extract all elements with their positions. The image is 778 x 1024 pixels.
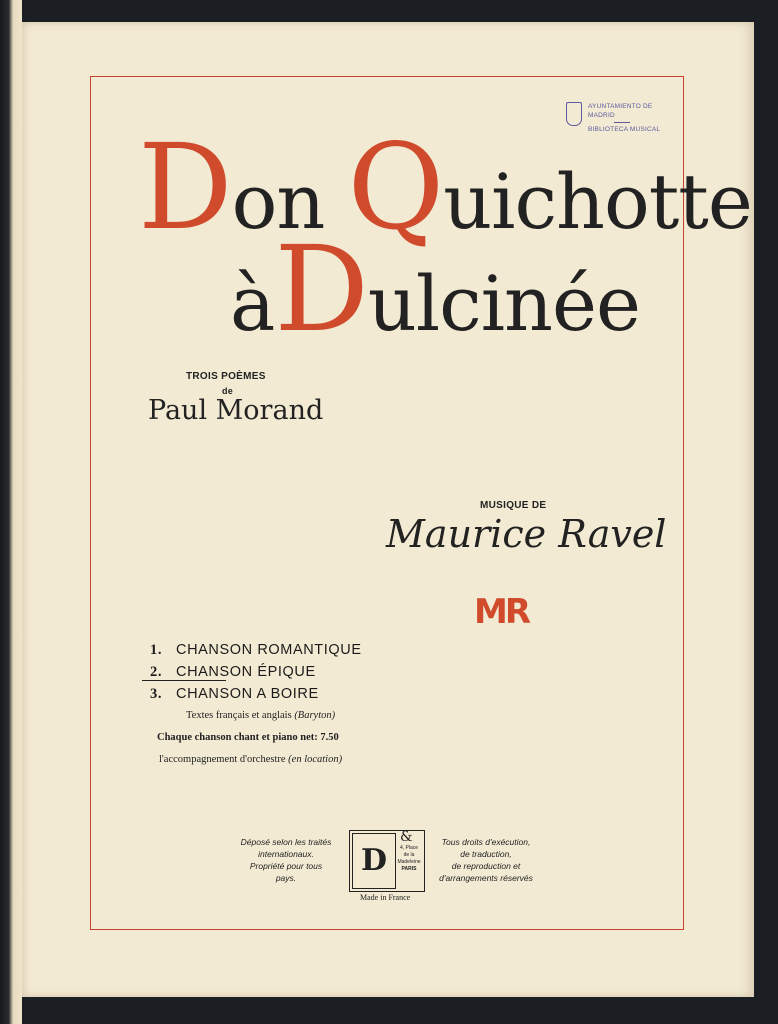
footer-right-line: de reproduction et bbox=[451, 861, 521, 871]
publisher-address bbox=[396, 845, 422, 873]
song-item-1 bbox=[150, 642, 362, 659]
song-number: 3. bbox=[150, 686, 163, 702]
address-line: Madeleine bbox=[397, 859, 421, 865]
accomp-text: l'accompagnement d'orchestre bbox=[159, 754, 286, 765]
accomp-rental: (en location) bbox=[288, 754, 343, 765]
song-item-3 bbox=[150, 686, 319, 703]
book-spine bbox=[0, 0, 22, 1024]
song-item-2 bbox=[150, 664, 316, 681]
footer-left-line: internationaux. bbox=[258, 849, 314, 859]
poet-name: Paul Morand bbox=[148, 395, 324, 426]
stamp-line-2: BIBLIOTECA MUSICAL bbox=[588, 126, 661, 133]
footer-left-line: Propriété pour tous bbox=[249, 861, 323, 871]
subtitle-trois-poemes: TROIS POÈMES bbox=[186, 371, 266, 382]
coat-of-arms-icon bbox=[566, 102, 582, 126]
footer-right-note bbox=[424, 836, 548, 884]
song-title: CHANSON ROMANTIQUE bbox=[176, 642, 362, 658]
title-line-2 bbox=[230, 220, 640, 358]
publisher-mark: D bbox=[352, 833, 396, 889]
song-title: CHANSON ÉPIQUE bbox=[176, 664, 316, 680]
title-initial-q: Q bbox=[347, 118, 444, 256]
composer-monogram: MR bbox=[474, 592, 529, 632]
song-number: 2. bbox=[150, 664, 163, 680]
texts-note bbox=[186, 710, 335, 721]
title-initial-d2: D bbox=[274, 220, 368, 358]
address-line: PARIS bbox=[401, 866, 417, 872]
footer-left-line: Déposé selon les traités bbox=[240, 837, 332, 847]
subtitle-de: de bbox=[222, 386, 234, 396]
texts-voice: (Baryton) bbox=[294, 710, 336, 721]
music-label: MUSIQUE DE bbox=[480, 500, 547, 511]
underline-mark bbox=[142, 680, 226, 681]
footer-left-line: pays. bbox=[275, 873, 297, 883]
made-in-france: Made in France bbox=[360, 893, 411, 902]
footer-right-line: d'arrangements réservés bbox=[439, 873, 533, 883]
title-text-on: on bbox=[231, 157, 348, 246]
footer-left-note bbox=[222, 836, 350, 884]
publisher-ampersand: & bbox=[400, 829, 413, 845]
composer-name: Maurice Ravel bbox=[386, 512, 667, 556]
footer-right-line: de traduction, bbox=[460, 849, 512, 859]
song-number: 1. bbox=[150, 642, 163, 658]
texts-language: Textes français et anglais bbox=[186, 710, 292, 721]
title-text-uichotte: uichotte bbox=[443, 157, 752, 246]
accomp-note bbox=[159, 754, 342, 765]
song-title: CHANSON A BOIRE bbox=[176, 686, 319, 702]
price-text: Chaque chanson chant et piano net: 7.50 bbox=[157, 732, 339, 743]
stamp-rule bbox=[614, 122, 630, 123]
title-line-1 bbox=[138, 118, 752, 256]
title-initial-d: D bbox=[138, 118, 232, 256]
stamp-line-1: AYUNTAMIENTO DE MADRID bbox=[588, 103, 653, 119]
footer-right-line: Tous droits d'exécution, bbox=[441, 837, 531, 847]
address-line: de la bbox=[403, 852, 415, 858]
title-text-ulcinee: ulcinée bbox=[367, 259, 640, 348]
publisher-logo bbox=[349, 830, 425, 892]
address-line: 4, Place bbox=[399, 845, 419, 851]
title-text-a: à bbox=[230, 259, 275, 348]
price-note bbox=[157, 732, 339, 743]
